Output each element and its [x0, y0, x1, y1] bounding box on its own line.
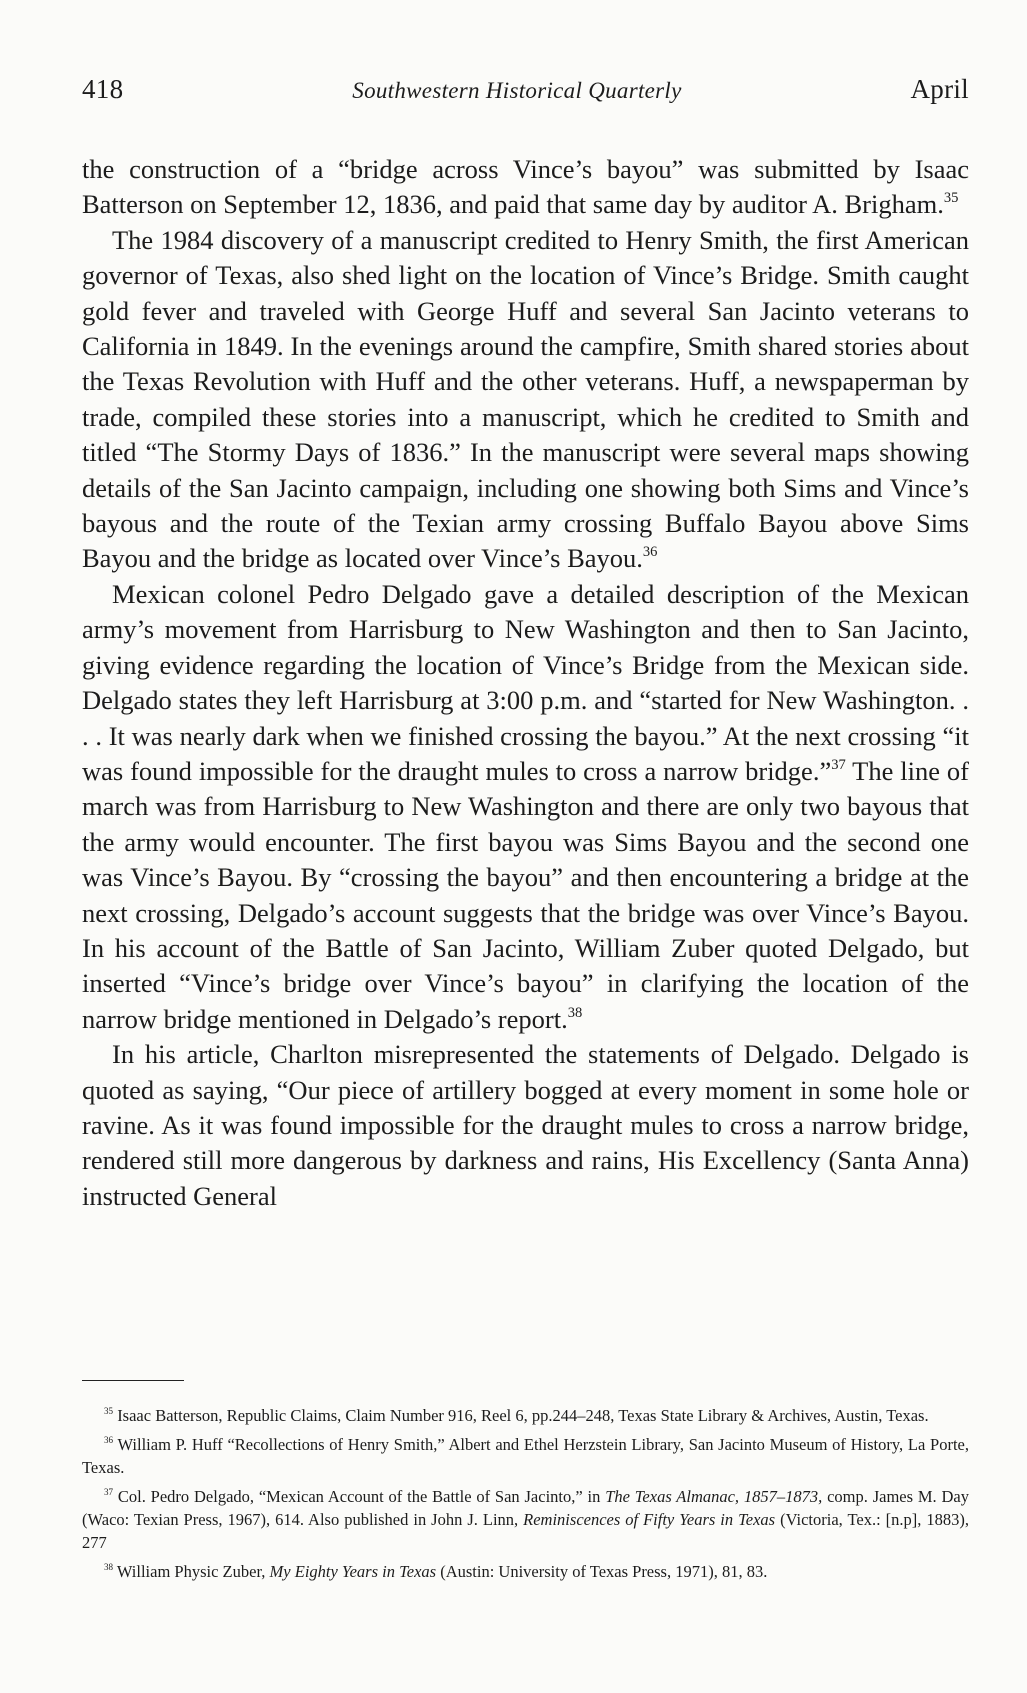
- footnote-marker: 36: [642, 544, 658, 561]
- footnote-marker: 36: [104, 1435, 114, 1446]
- text-run: In his article, Charlton misrepresented the statements of Delgado. Delgado is quoted as saying, “Our piece of artillery bogged at every moment in some hole or ravine. As it was found impossible for the draught mules to cross a narrow bridge, rendered still more dangerous by darkness and rains, His Excellency (Santa Anna) instructed General: [82, 1039, 969, 1211]
- text-run: comp. James M. Day (Waco: Texian Press, 1967), 614. Also published in John J. Linn,: [82, 1487, 969, 1529]
- footnote-marker: 38: [104, 1562, 114, 1573]
- running-header: [82, 74, 969, 114]
- issue-month: April: [910, 74, 969, 104]
- paragraph: [82, 577, 969, 1037]
- footnotes: [82, 1404, 969, 1589]
- text-run: The 1984 discovery of a manuscript credited to Henry Smith, the first American governor of Texas, also shed light on the location of Vince’s Bridge. Smith caught gold fever and traveled with George Huff and several San Jacinto veterans to California in 1849. In the evenings around the campfire, Smith shared stories about the Texas Revolution with Huff and the other veterans. Huff, a newspaperman by trade, compiled these stories into a manuscript, which he credited to Smith and titled “The Stormy Days of 1836.” In the manuscript were several maps showing details of the San Jacinto campaign, including one showing both Sims and Vince’s bayous and the route of the Texian army crossing Buffalo Bayou above Sims Bayou and the bridge as located over Vince’s Bayou.: [82, 224, 969, 574]
- text-run: William Physic Zuber,: [113, 1562, 270, 1581]
- footnote-marker: 38: [567, 1004, 583, 1021]
- paragraph: [82, 1037, 969, 1214]
- footnote-marker: 35: [104, 1406, 114, 1417]
- footnote-marker: 37: [104, 1487, 114, 1498]
- page-number: 418: [82, 74, 124, 104]
- footnote-divider: [82, 1380, 184, 1381]
- text-run: the construction of a “bridge across Vince’s bayou” was submitted by Isaac Batterson on September 12, 1836, and paid that same day by auditor A. Brigham.: [82, 154, 969, 220]
- paragraph: [82, 223, 969, 577]
- footnote: [82, 1560, 969, 1583]
- text-run: Isaac Batterson, Republic Claims, Claim Number 916, Reel 6, pp.244–248, Texas State Library & Archives, Austin, Texas.: [113, 1406, 929, 1425]
- footnote-marker: 37: [831, 756, 846, 773]
- text-run: (Victoria, Tex.: [n.p], 1883), 277: [82, 1510, 969, 1552]
- body-text: [82, 152, 969, 1214]
- text-run: (Austin: University of Texas Press, 1971), 81, 83.: [436, 1562, 768, 1581]
- footnote-marker: 35: [943, 190, 959, 207]
- text-run: William P. Huff “Recollections of Henry Smith,” Albert and Ethel Herzstein Library, San Jacinto Museum of History, La Porte, Texas.: [82, 1435, 969, 1477]
- footnote: [82, 1404, 969, 1427]
- journal-title: Southwestern Historical Quarterly: [352, 78, 682, 103]
- italic-title: The Texas Almanac, 1857–1873,: [605, 1487, 823, 1506]
- text-run: Col. Pedro Delgado, “Mexican Account of the Battle of San Jacinto,” in: [113, 1487, 606, 1506]
- italic-title: Reminiscences of Fifty Years in Texas: [523, 1510, 776, 1529]
- footnote: [82, 1433, 969, 1479]
- text-run: Mexican colonel Pedro Delgado gave a detailed description of the Mexican army’s movement from Harrisburg to New Washington and then to San Jacinto, giving evidence regarding the location of Vince’s Bridge from the Mexican side. Delgado states they left Harrisburg at 3:00 p.m. and “started for New Washington. . . . It was nearly dark when we finished crossing the bayou.” At the next crossing “it was found impossible for the draught mules to cross a narrow bridge.”: [82, 578, 969, 786]
- text-run: The line of march was from Harrisburg to New Washington and there are only two bayous that the army would encounter. The first bayou was Sims Bayou and the second one was Vince’s Bayou. By “crossing the bayou” and then encountering a bridge at the next crossing, Delgado’s account suggests that the bridge was over Vince’s Bayou. In his account of the Battle of San Jacinto, William Zuber quoted Delgado, but inserted “Vince’s bridge over Vince’s bayou” in clarifying the location of the narrow bridge mentioned in Delgado’s report.: [82, 755, 969, 1034]
- paragraph: [82, 152, 969, 223]
- footnote: [82, 1485, 969, 1554]
- italic-title: My Eighty Years in Texas: [269, 1562, 437, 1581]
